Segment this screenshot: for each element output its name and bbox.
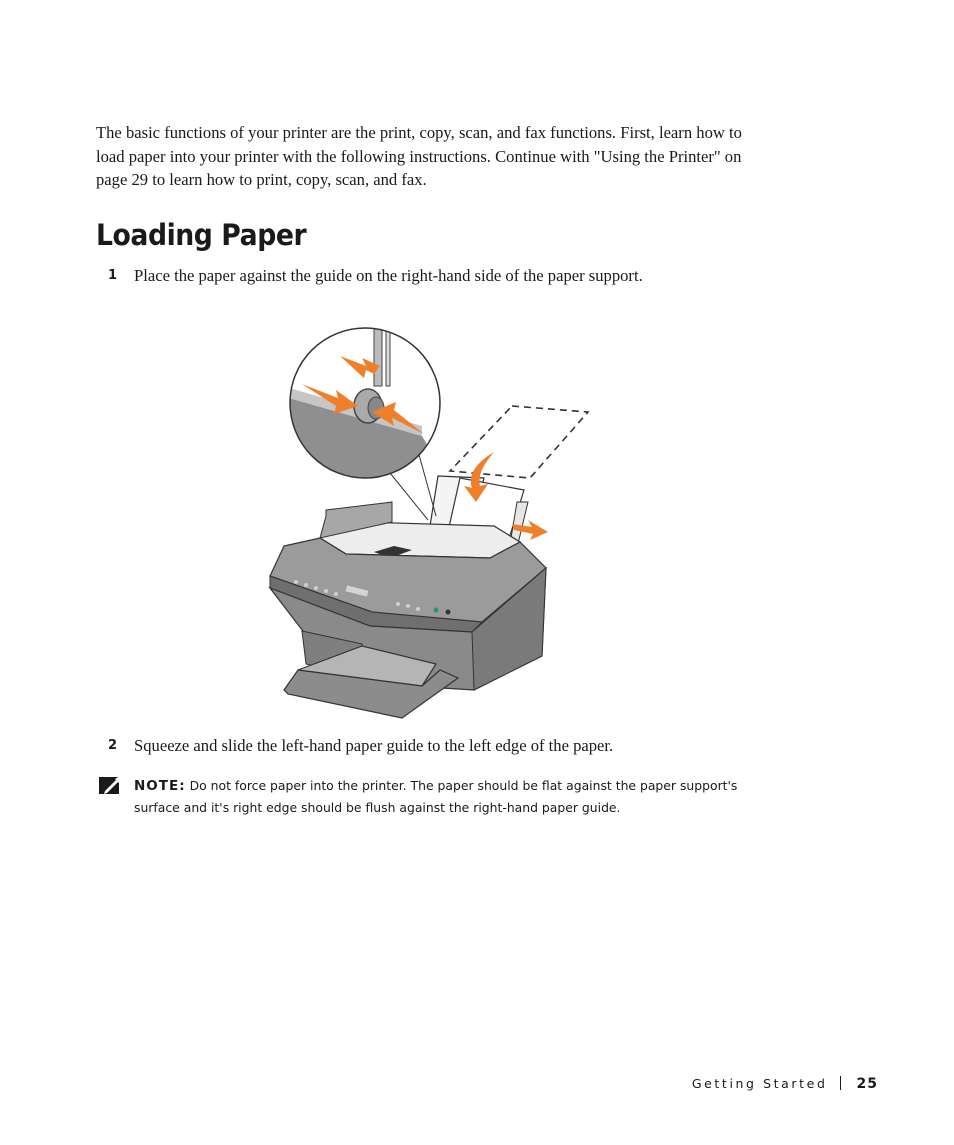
footer-divider [840,1076,841,1090]
pencil-note-icon [99,776,123,796]
magnified-inset [282,326,452,486]
paper-outline-dashed [450,406,588,478]
page-footer [692,1076,878,1092]
intro-paragraph: The basic functions of your printer are the print, copy, scan, and fax functions. First, learn how to load paper into your printer with the following instructions. Continue with "Using the Printer" on page 29 to learn how to print, copy, scan, and fax. [96,123,742,189]
note-callout [134,775,774,818]
step-text: Place the paper against the guide on the right-hand side of the paper support. [134,266,643,285]
start-button [434,608,439,613]
step-number: 2 [108,738,118,753]
step-number: 1 [108,268,118,283]
section-title: Loading Paper [96,218,307,252]
printer-loading-paper-illustration [262,326,592,721]
footer-section-name: Getting Started [691,1076,828,1091]
note-text: Do not force paper into the printer. The paper should be flat against the paper support's surface and it's right edge should be flush against the right-hand paper guide. [134,778,738,815]
page-number: 25 [856,1076,878,1092]
stop-button [446,610,451,615]
note-label: NOTE: [134,778,186,794]
step-text: Squeeze and slide the left-hand paper guide to the left edge of the paper. [134,736,614,755]
